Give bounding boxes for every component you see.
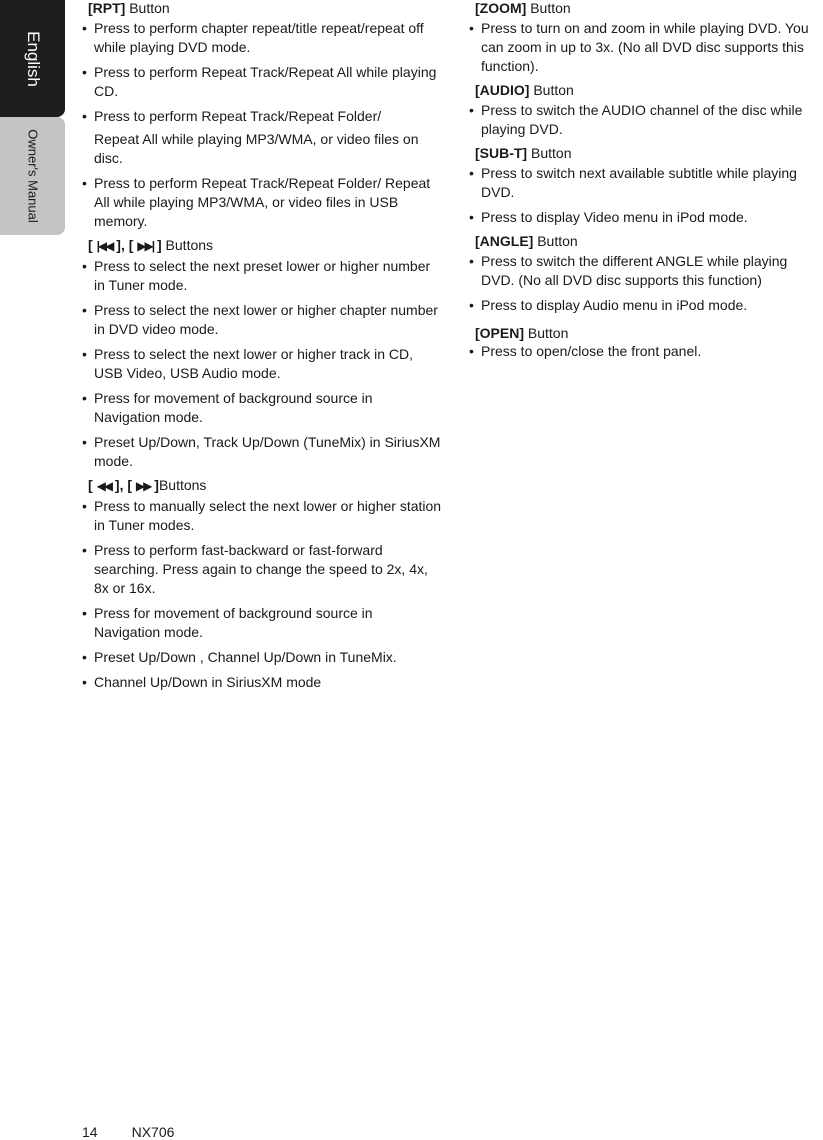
- rpt-suffix: Button: [125, 0, 170, 16]
- list-item: • Press to select the next lower or higher track in CD, USB Video, USB Audio mode.: [82, 345, 442, 383]
- list-item: • Press to perform Repeat Track/Repeat All while playing CD.: [82, 63, 442, 101]
- seek-bracket: [: [88, 477, 97, 493]
- audio-heading: [475, 82, 819, 101]
- list-item: • Press for movement of background source in Navigation mode.: [82, 389, 442, 427]
- list-item: • Press to perform Repeat Track/Repeat Folder/ Repeat All while playing MP3/WMA, or video files in USB memory.: [82, 174, 442, 231]
- list-item: • Press to perform Repeat Track/Repeat Folder/: [82, 107, 442, 126]
- rpt-heading: [88, 0, 442, 19]
- skip-bracket: ], [: [112, 237, 138, 253]
- angle-suffix: Button: [533, 233, 578, 249]
- subt-heading: [475, 145, 819, 164]
- list-item: • Press to select the next preset lower or higher number in Tuner mode.: [82, 257, 442, 295]
- page-footer: [82, 1124, 174, 1140]
- audio-key: [AUDIO]: [475, 82, 530, 98]
- list-item: • Press to select the next lower or higher chapter number in DVD video mode.: [82, 301, 442, 339]
- manual-tab-label: Owner's Manual: [25, 129, 40, 223]
- skip-bracket: ]: [153, 237, 162, 253]
- list-item: • Press to switch the different ANGLE while playing DVD. (No all DVD disc supports this function): [469, 252, 819, 290]
- language-tab: [0, 0, 65, 117]
- right-column: [469, 0, 819, 367]
- skip-back-icon: |◀◀: [96, 239, 113, 253]
- model-name: NX706: [131, 1124, 175, 1140]
- skip-forward-icon: ▶▶|: [137, 239, 154, 253]
- list-item: • Press to manually select the next lower or higher station in Tuner modes.: [82, 497, 442, 535]
- manual-tab: [0, 117, 65, 235]
- list-item: • Channel Up/Down in SiriusXM mode: [82, 673, 442, 692]
- list-item: • Press to turn on and zoom in while playing DVD. You can zoom in up to 3x. (No all DVD disc supports this function).: [469, 19, 819, 76]
- left-column: [82, 0, 442, 698]
- list-item: • Press to switch the AUDIO channel of the disc while playing DVD.: [469, 101, 819, 139]
- list-item: • Press for movement of background source in Navigation mode.: [82, 604, 442, 642]
- audio-suffix: Button: [529, 82, 574, 98]
- list-item: • Press to display Video menu in iPod mode.: [469, 208, 819, 227]
- list-item: • Preset Up/Down , Channel Up/Down in TuneMix.: [82, 648, 442, 667]
- zoom-suffix: Button: [526, 0, 571, 16]
- angle-key: [ANGLE]: [475, 233, 534, 249]
- skip-bracket: [: [88, 237, 97, 253]
- fast-forward-icon: ▶▶: [135, 479, 151, 493]
- list-item: • Press to switch next available subtitle while playing DVD.: [469, 164, 819, 202]
- rewind-icon: ◀◀: [96, 479, 112, 493]
- list-item: • Press to open/close the front panel.: [469, 342, 819, 361]
- list-item: • Preset Up/Down, Track Up/Down (TuneMix) in SiriusXM mode.: [82, 433, 442, 471]
- open-suffix: Button: [524, 325, 569, 341]
- list-item: • Press to display Audio menu in iPod mode.: [469, 296, 819, 315]
- angle-heading: [475, 233, 819, 252]
- open-key: [OPEN]: [475, 325, 524, 341]
- seek-bracket: ]: [150, 477, 159, 493]
- skip-suffix: Buttons: [161, 237, 214, 253]
- subt-suffix: Button: [527, 145, 572, 161]
- rpt-key: [RPT]: [88, 0, 126, 16]
- language-tab-label: English: [23, 30, 43, 87]
- list-item: Repeat All while playing MP3/WMA, or video files on disc.: [94, 131, 419, 166]
- subt-key: [SUB-T]: [475, 145, 528, 161]
- list-item: • Press to perform chapter repeat/title repeat/repeat off while playing DVD mode.: [82, 19, 442, 57]
- page-number: 14: [82, 1124, 98, 1140]
- seek-bracket: ], [: [111, 477, 136, 493]
- skip-heading: [88, 237, 442, 257]
- zoom-heading: [475, 0, 819, 19]
- zoom-key: [ZOOM]: [475, 0, 527, 16]
- seek-heading: [88, 477, 442, 497]
- list-item: • Press to perform fast-backward or fast-forward searching. Press again to change the speed to 2x, 4x, 8x or 16x.: [82, 541, 442, 598]
- open-heading: [475, 325, 819, 342]
- seek-suffix: Buttons: [158, 477, 207, 493]
